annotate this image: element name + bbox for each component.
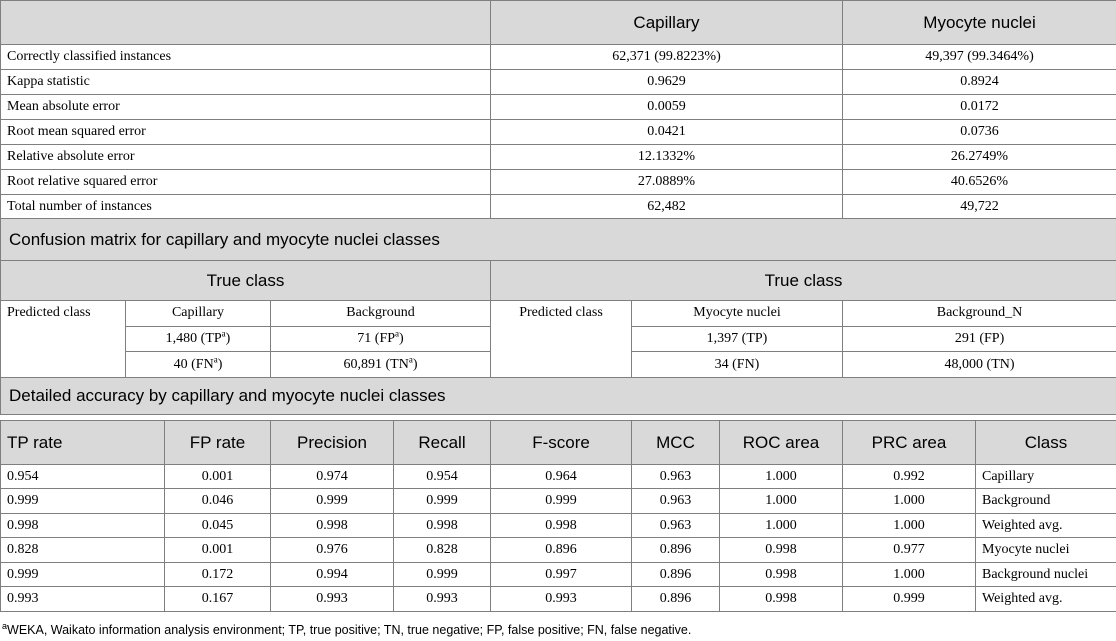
confusion-cell: 291 (FP) (843, 327, 1116, 352)
confusion-matrix-title: Confusion matrix for capillary and myocyte nuclei classes (1, 219, 1116, 261)
confusion-cell: 48,000 (TN) (843, 352, 1116, 378)
col-capillary: Capillary (126, 301, 271, 327)
header-blank (1, 1, 491, 45)
accuracy-table (0, 420, 1116, 612)
metric-value: 0.993 (491, 587, 632, 612)
cell-text: 71 (FP (357, 331, 396, 346)
cell-close: ) (225, 331, 231, 346)
metric-value: 0.045 (165, 514, 271, 538)
accuracy-row (1, 465, 1116, 489)
myocyte-value: 26.2749% (843, 145, 1116, 170)
metric-value: 0.954 (1, 465, 165, 489)
metric-value: 0.954 (394, 465, 491, 489)
cell-text: 60,891 (TN (343, 356, 409, 372)
metric-value: 0.896 (632, 563, 720, 587)
metric-value: 0.998 (491, 514, 632, 538)
myocyte-value: 0.0172 (843, 95, 1116, 120)
capillary-value: 0.9629 (491, 70, 843, 95)
class-name: Weighted avg. (976, 514, 1116, 538)
footnote-marker: a (213, 353, 218, 364)
capillary-value: 62,371 (99.8223%) (491, 45, 843, 70)
row-label: Relative absolute error (1, 145, 491, 170)
summary-row (1, 95, 1116, 120)
header-precision: Precision (271, 421, 394, 465)
cell-close: ) (217, 356, 223, 372)
header-class: Class (976, 421, 1116, 465)
metric-value: 0.994 (271, 563, 394, 587)
row-label: Total number of instances (1, 195, 491, 219)
col-background: Background (271, 301, 491, 327)
myocyte-value: 49,722 (843, 195, 1116, 219)
confusion-cell (271, 327, 491, 352)
class-name: Background nuclei (976, 563, 1116, 587)
metric-value: 0.998 (1, 514, 165, 538)
metric-value: 0.828 (394, 538, 491, 563)
metric-value: 0.993 (1, 587, 165, 612)
confusion-cell (126, 327, 271, 352)
metric-value: 0.998 (720, 563, 843, 587)
class-name: Myocyte nuclei (976, 538, 1116, 563)
col-background-n: Background_N (843, 301, 1116, 327)
header-recall: Recall (394, 421, 491, 465)
footnote-marker: a (221, 328, 226, 339)
metric-value: 0.001 (165, 465, 271, 489)
header-myocyte-nuclei: Myocyte nuclei (843, 1, 1116, 45)
metric-value: 0.963 (632, 465, 720, 489)
metric-value: 0.977 (843, 538, 976, 563)
accuracy-row (1, 587, 1116, 612)
row-label: Root mean squared error (1, 120, 491, 145)
metric-value: 0.999 (491, 489, 632, 514)
header-capillary: Capillary (491, 1, 843, 45)
capillary-value: 12.1332% (491, 145, 843, 170)
cell-close: ) (399, 331, 404, 346)
cell-text: 40 (FN (173, 356, 214, 372)
metric-value: 0.046 (165, 489, 271, 514)
class-name: Background (976, 489, 1116, 514)
metric-value: 0.963 (632, 514, 720, 538)
myocyte-value: 49,397 (99.3464%) (843, 45, 1116, 70)
header-fp-rate: FP rate (165, 421, 271, 465)
metric-value: 0.964 (491, 465, 632, 489)
metric-value: 0.896 (632, 587, 720, 612)
confusion-cell (126, 352, 271, 378)
metric-value: 0.998 (720, 538, 843, 563)
summary-row (1, 195, 1116, 219)
summary-row (1, 145, 1116, 170)
metric-value: 0.828 (1, 538, 165, 563)
header-mcc: MCC (632, 421, 720, 465)
col-myocyte-nuclei: Myocyte nuclei (632, 301, 843, 327)
header-roc-area: ROC area (720, 421, 843, 465)
cell-text: 1,480 (TP (165, 331, 222, 346)
metric-value: 0.999 (394, 489, 491, 514)
summary-row (1, 120, 1116, 145)
footnote-marker: a (395, 328, 400, 339)
capillary-value: 27.0889% (491, 170, 843, 195)
metric-value: 0.999 (1, 563, 165, 587)
metric-value: 0.993 (271, 587, 394, 612)
metric-value: 1.000 (843, 563, 976, 587)
footnote-marker: a (2, 620, 8, 631)
metric-value: 1.000 (720, 489, 843, 514)
footnote (2, 620, 692, 637)
row-label: Kappa statistic (1, 70, 491, 95)
metric-value: 1.000 (843, 514, 976, 538)
summary-table (0, 0, 1116, 219)
metric-value: 0.999 (1, 489, 165, 514)
accuracy-row (1, 538, 1116, 563)
metric-value: 0.167 (165, 587, 271, 612)
accuracy-row (1, 514, 1116, 538)
accuracy-title: Detailed accuracy by capillary and myocyte nuclei classes (1, 378, 1116, 415)
true-class-header-right: True class (491, 261, 1116, 301)
metric-value: 0.999 (843, 587, 976, 612)
confusion-cell: 34 (FN) (632, 352, 843, 378)
class-name: Capillary (976, 465, 1116, 489)
metric-value: 0.998 (271, 514, 394, 538)
row-label: Root relative squared error (1, 170, 491, 195)
myocyte-value: 0.0736 (843, 120, 1116, 145)
confusion-cell (271, 352, 491, 378)
header-prc-area: PRC area (843, 421, 976, 465)
capillary-value: 62,482 (491, 195, 843, 219)
cell-close: ) (412, 356, 418, 372)
metric-value: 0.974 (271, 465, 394, 489)
header-f-score: F-score (491, 421, 632, 465)
metric-value: 0.998 (394, 514, 491, 538)
confusion-cell: 1,397 (TP) (632, 327, 843, 352)
true-class-header-left: True class (1, 261, 491, 301)
predicted-class-label-left: Predicted class (1, 301, 126, 378)
metric-value: 0.998 (720, 587, 843, 612)
capillary-value: 0.0421 (491, 120, 843, 145)
summary-row (1, 170, 1116, 195)
header-tp-rate: TP rate (1, 421, 165, 465)
capillary-value: 0.0059 (491, 95, 843, 120)
metric-value: 0.992 (843, 465, 976, 489)
metric-value: 1.000 (843, 489, 976, 514)
class-name: Weighted avg. (976, 587, 1116, 612)
myocyte-value: 40.6526% (843, 170, 1116, 195)
accuracy-row (1, 489, 1116, 514)
row-label: Correctly classified instances (1, 45, 491, 70)
footnote-marker: a (408, 353, 413, 364)
metric-value: 0.993 (394, 587, 491, 612)
metric-value: 0.001 (165, 538, 271, 563)
metric-value: 0.976 (271, 538, 394, 563)
metric-value: 0.172 (165, 563, 271, 587)
metric-value: 0.963 (632, 489, 720, 514)
metric-value: 0.999 (394, 563, 491, 587)
predicted-class-label-right: Predicted class (491, 301, 632, 378)
confusion-matrix-table (0, 218, 1116, 415)
metric-value: 0.997 (491, 563, 632, 587)
summary-row (1, 70, 1116, 95)
row-label: Mean absolute error (1, 95, 491, 120)
footnote-text: WEKA, Waikato information analysis environment; TP, true positive; TN, true negative; FP, false positive; FN, false negative. (7, 623, 692, 637)
metric-value: 0.999 (271, 489, 394, 514)
metric-value: 0.896 (491, 538, 632, 563)
accuracy-row (1, 563, 1116, 587)
summary-row (1, 45, 1116, 70)
myocyte-value: 0.8924 (843, 70, 1116, 95)
metric-value: 1.000 (720, 465, 843, 489)
metric-value: 0.896 (632, 538, 720, 563)
metric-value: 1.000 (720, 514, 843, 538)
